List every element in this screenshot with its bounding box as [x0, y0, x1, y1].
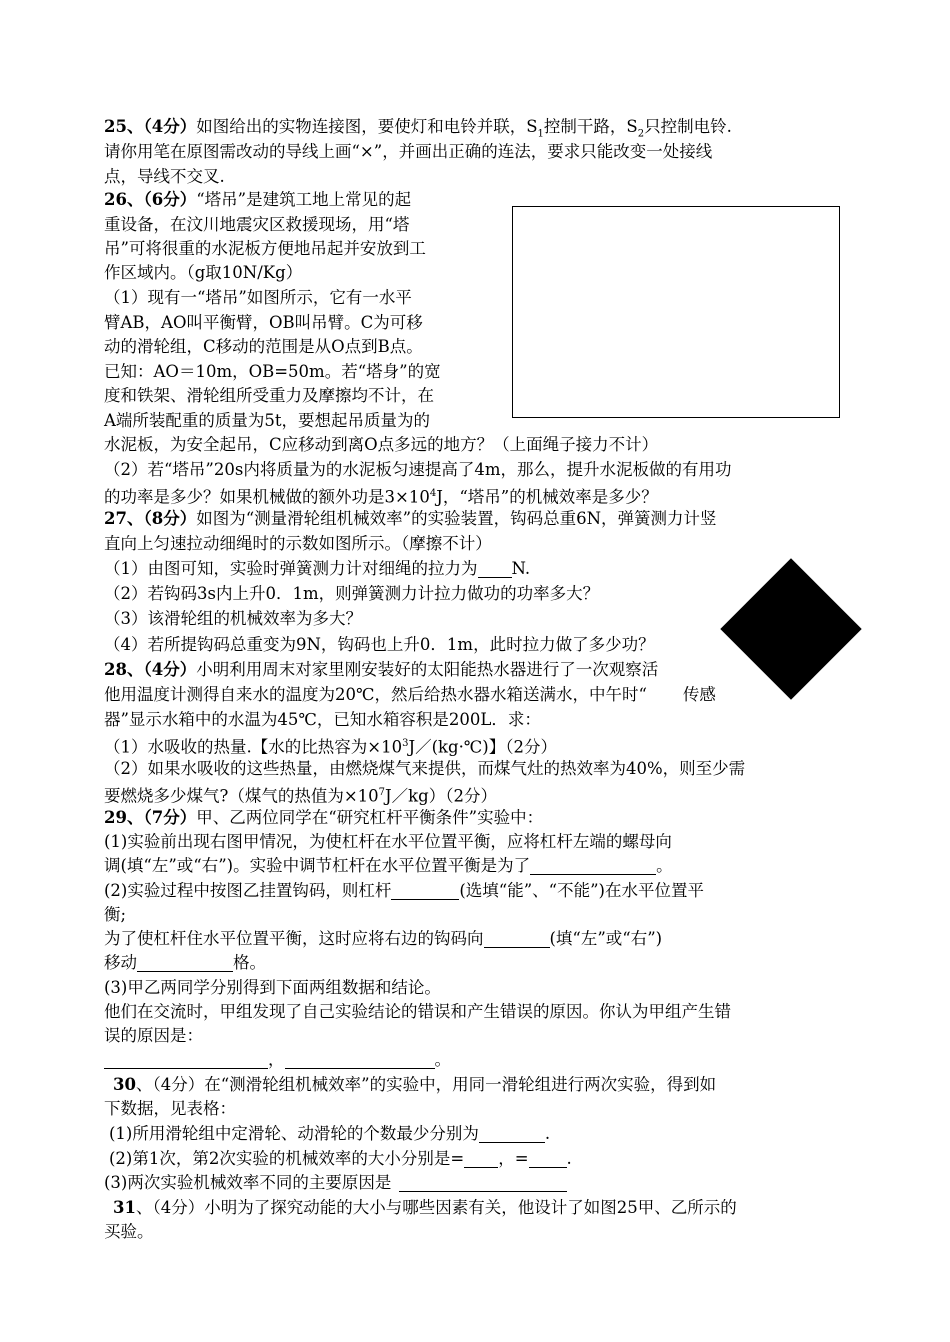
q26-line-5: （1）现有一“塔吊”如图所示，它有一水平 [104, 288, 412, 307]
answer-blank[interactable] [391, 881, 459, 900]
q26-line-11: 水泥板，为安全起吊，C应移动到离O点多远的地方？（上面绳子接力不计） [104, 435, 659, 454]
q30-line-2: 下数据，见表格： [104, 1099, 236, 1118]
q28-text: 要燃烧多少煤气?（煤气的热值为×10 [104, 786, 379, 806]
q29-text: 甲、乙两位同学在“研究杠杆平衡条件”实验中： [196, 808, 544, 827]
q28-line-5: （2）如果水吸收的这些热量，由燃烧煤气来提供，而煤气灶的热效率为40%，则至少需 [104, 759, 746, 778]
q26-line-8: 已知：AO＝10m，OB=50m。若“塔身”的宽 [104, 362, 441, 381]
q27-line-1 [104, 506, 717, 531]
q29-text: 。 [434, 1050, 451, 1069]
q29-line-8: (3)甲乙两同学分别得到下面两组数据和结论。 [104, 978, 441, 997]
q28-text: 他用温度计测得自来水的温度为20℃，然后给热水器水箱送满水，中午时“ [104, 685, 647, 704]
q27-line-2: 直向上匀速拉动细绳时的示数如图所示。（摩擦不计） [104, 534, 492, 553]
q28-text: J／(kg·℃)】（2分） [408, 737, 557, 757]
q26-text: J，“塔吊”的机械效率是多少？ [436, 487, 658, 507]
q27-text: （1）由图可知，实验时弹簧测力计对细绳的拉力为 [104, 559, 478, 578]
black-diamond-shape [720, 558, 861, 699]
q29-line-4 [104, 878, 704, 903]
q29-text: ， [268, 1050, 285, 1069]
q26-line-3: 吊”可将很重的水泥板方便地吊起并安放到工 [104, 239, 426, 258]
q29-text: 。 [656, 856, 673, 875]
q29-line-5: 衡; [104, 905, 127, 924]
q29-text: (填“左”或“右”) [549, 929, 663, 948]
subscript: 1 [537, 128, 544, 140]
q30-line-1 [113, 1072, 716, 1097]
q30-points: 、（4分） [135, 1075, 205, 1094]
q29-line-11 [104, 1047, 451, 1072]
q25-line-2: 请你用笔在原图需改动的导线上画“×”，并画出正确的连法，要求只能改变一处接线 [104, 142, 713, 161]
superscript: 3 [402, 738, 409, 749]
answer-blank[interactable] [484, 929, 550, 948]
q25-text: 只控制电铃. [644, 117, 732, 136]
q30-text: . [566, 1149, 572, 1168]
q31-text: 小明为了探究动能的大小与哪些因素有关，他设计了如图25甲、乙所示的 [204, 1198, 737, 1217]
q29-text: (选填“能”、“不能”)在水平位置平 [459, 881, 704, 900]
q28-text: 传感 [682, 685, 716, 704]
subscript: 2 [637, 128, 645, 140]
q29-text: 格。 [233, 953, 266, 972]
q26-line-6: 臂AB，AO叫平衡臂，OB叫吊臂。C为可移 [104, 313, 423, 332]
q26-line-9: 度和铁架、滑轮组所受重力及摩擦均不计，在 [104, 386, 434, 405]
answer-blank[interactable] [137, 953, 233, 972]
q27-text: N. [511, 559, 531, 578]
q31-line-2: 买验。 [104, 1222, 154, 1241]
q26-text: “塔吊”是建筑工地上常见的起 [196, 190, 412, 209]
q28-number: 28、（4分） [104, 660, 197, 679]
q29-text: (2)实验过程中按图乙挂置钩码，则杠杆 [104, 881, 392, 900]
q25-text: 如图给出的实物连接图，要使灯和电铃并联，S [196, 117, 538, 136]
q26-line-7: 动的滑轮组，C移动的范围是从O点到B点。 [104, 337, 423, 356]
q26-text: 的功率是多少？如果机械做的额外功是3×10 [104, 487, 430, 507]
q29-text: 调(填“左”或“右”)。实验中调节杠杆在水平位置平衡是为了 [104, 856, 531, 875]
q30-text: . [544, 1124, 551, 1143]
answer-blank[interactable] [464, 1149, 498, 1168]
answer-blank[interactable] [530, 856, 656, 875]
q28-text: （1）水吸收的热量.【水的比热容为×10 [104, 737, 403, 757]
q29-text: 为了使杠杆住水平位置平衡，这时应将右边的钩码向 [104, 929, 484, 948]
q30-text: 在“测滑轮组机械效率”的实验中，用同一滑轮组进行两次实验，得到如 [204, 1075, 717, 1094]
q26-line-4: 作区域内。（g取10N/Kg） [104, 263, 303, 282]
q30-line-3 [109, 1121, 550, 1146]
q31-line-1 [113, 1195, 737, 1220]
q30-text: (1)所用滑轮组中定滑轮、动滑轮的个数最少分别为 [109, 1124, 479, 1143]
q29-line-2: (1)实验前出现右图甲情况，为使杠杆在水平位置平衡，应将杠杆左端的螺母向 [104, 832, 672, 851]
q30-text: (2)第1次，第2次实验的机械效率的大小分别是= [109, 1149, 465, 1168]
q28-text: J／kg）（2分） [385, 786, 497, 806]
superscript: 7 [378, 787, 386, 798]
q30-line-5 [104, 1170, 567, 1195]
tower-crane-figure-frame [512, 206, 840, 418]
q26-line-2: 重设备，在汶川地震灾区救援现场，用“塔 [104, 215, 410, 234]
q30-number: 30 [113, 1075, 136, 1094]
q26-line-12: （2）若“塔吊”20s内将质量为的水泥板匀速提高了4m，那么，提升水泥板做的有用功 [104, 460, 732, 479]
q30-text: (3)两次实验机械效率不同的主要原因是 [104, 1173, 392, 1192]
q27-line-3 [104, 556, 530, 581]
q26-line-10: A端所装配重的质量为5t，要想起吊质量为的 [104, 411, 431, 430]
answer-blank[interactable] [399, 1173, 567, 1192]
q29-line-1 [104, 805, 543, 830]
q31-number: 31 [113, 1198, 136, 1217]
q30-line-4 [109, 1146, 572, 1171]
answer-blank[interactable] [479, 1124, 545, 1143]
q29-line-10: 误的原因是： [104, 1026, 203, 1045]
q27-line-4: （2）若钩码3s内上升0．1m，则弹簧测力计拉力做功的功率多大？ [104, 584, 600, 603]
q29-line-6 [104, 926, 662, 951]
q26-number: 26、（6分） [104, 190, 197, 209]
answer-blank[interactable] [478, 559, 512, 578]
q29-line-3 [104, 853, 673, 878]
q25-number: 25、（4分） [104, 117, 197, 136]
q29-line-9: 他们在交流时，甲组发现了自己实验结论的错误和产生错误的原因。你认为甲组产生错 [104, 1002, 731, 1021]
superscript: 4 [429, 488, 437, 499]
q27-line-6: （4）若所提钩码总重变为9N，钩码也上升0．1m，此时拉力做了多少功？ [104, 635, 655, 654]
q30-text: ，= [498, 1149, 529, 1168]
answer-blank[interactable] [529, 1149, 567, 1168]
q29-number: 29、（7分） [104, 808, 197, 827]
q28-text: 小明利用周末对家里刚安装好的太阳能热水器进行了一次观察活 [196, 660, 659, 679]
q31-points: 、（4分） [135, 1198, 205, 1217]
q27-text: 如图为“测量滑轮组机械效率”的实验装置，钩码总重6N，弹簧测力计竖 [196, 509, 717, 528]
q28-line-3: 器”显示水箱中的水温为45℃，已知水箱容积是200L．求： [104, 710, 541, 729]
q27-number: 27、（8分） [104, 509, 197, 528]
q27-line-5: （3）该滑轮组的机械效率为多大？ [104, 609, 362, 628]
answer-blank[interactable] [104, 1050, 268, 1069]
q25-line-3: 点，导线不交叉. [104, 167, 225, 186]
answer-blank[interactable] [285, 1050, 435, 1069]
q29-text: 移动 [104, 953, 137, 972]
q28-line-2 [104, 682, 716, 707]
q28-line-1 [104, 657, 658, 682]
q25-text: 控制干路，S [543, 117, 638, 136]
q29-line-7 [104, 950, 266, 975]
q26-line-1 [104, 187, 411, 212]
